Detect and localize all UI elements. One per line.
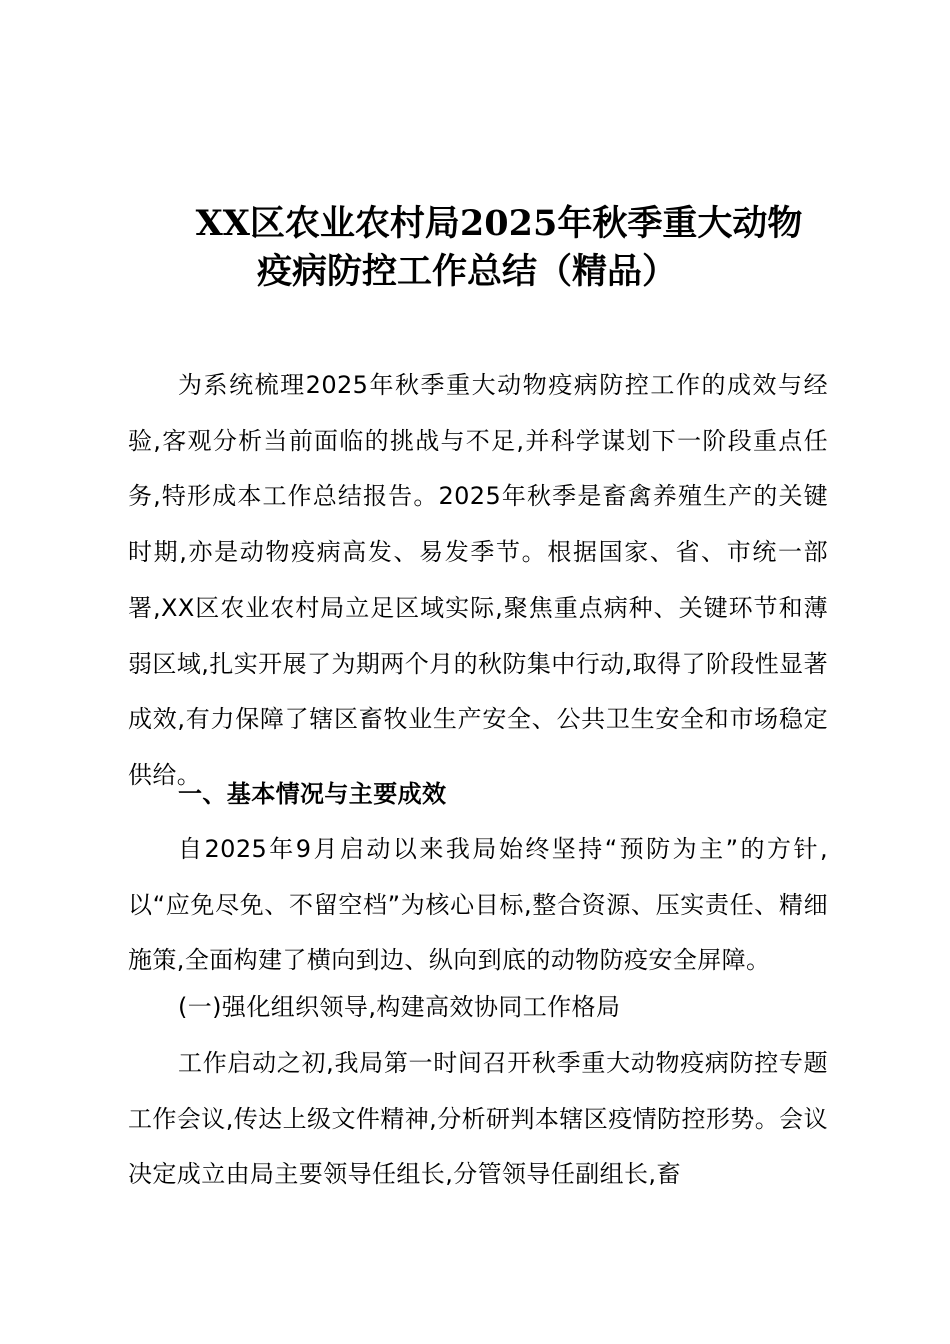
subsection-1-paragraph: 工作启动之初,我局第一时间召开秋季重大动物疫病防控专题工作会议,传达上级文件精神,分析研判本辖区疫情防控形势。会议决定成立由局主要领导任组长,分管领导任副组长,畜 (128, 1049, 828, 1189)
document-title-line-2: 疫病防控工作总结（精品） (256, 251, 677, 292)
section-1-paragraph: 自2025年9月启动以来我局始终坚持“预防为主”的方针,以“应免尽免、不留空档”为核心目标,整合资源、压实责任、精细施策,全面构建了横向到边、纵向到底的动物防疫安全屏障。 (128, 835, 828, 975)
section-heading-1: 一、基本情况与主要成效 (178, 780, 447, 808)
intro-paragraph: 为系统梳理2025年秋季重大动物疫病防控工作的成效与经验,客观分析当前面临的挑战与不足,并科学谋划下一阶段重点任务,特形成本工作总结报告。2025年秋季是畜禽养殖生产的关键时期,亦是动物疫病高发、易发季节。根据国家、省、市统一部署,XX区农业农村局立足区域实际,聚焦重点病种、关键环节和薄弱区域,扎实开展了为期两个月的秋防集中行动,取得了阶段性显著成效,有力保障了辖区畜牧业生产安全、公共卫生安全和市场稳定供给。 (128, 371, 828, 789)
document-title-line-1: XX区农业农村局2025年秋季重大动物 (195, 203, 803, 244)
subsection-heading-1: (一)强化组织领导,构建高效协同工作格局 (178, 993, 621, 1021)
